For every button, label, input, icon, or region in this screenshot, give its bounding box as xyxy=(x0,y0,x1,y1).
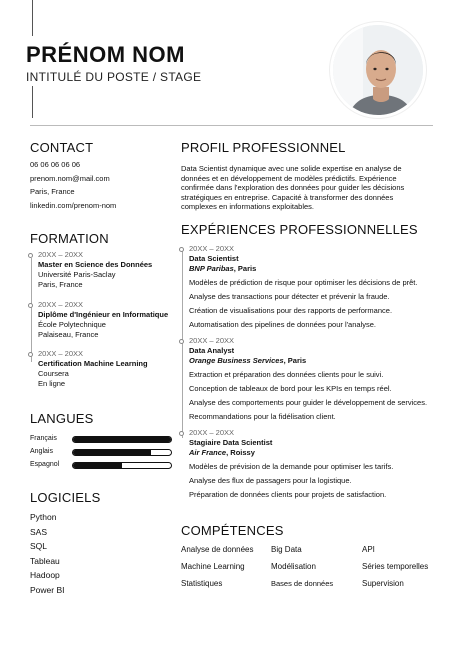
experience-title: Data Analyst xyxy=(189,346,235,355)
language-level-bar xyxy=(72,449,172,456)
skills-row xyxy=(181,545,441,562)
candidate-name: PRÉNOM NOM xyxy=(26,42,185,67)
experience-heading: EXPÉRIENCES PROFESSIONNELLES xyxy=(181,222,418,237)
formation-title: Diplôme d'Ingénieur en Informatique xyxy=(38,310,169,319)
experience-bullet: Modèles de prédiction de risque pour optimiser les décisions de prêt. xyxy=(189,278,418,287)
job-title: INTITULÉ DU POSTE / STAGE xyxy=(26,70,202,84)
experience-bullet: Préparation de données clients pour projets de satisfaction. xyxy=(189,490,387,499)
profile-summary: Data Scientist dynamique avec une solide expertise en analyse de données et en développement de modèles prédictifs. Expérience confirmée dans l'exploration des données pour guider les décisions stratégiques en entreprise. Capacité à transformer des données complexes en informations exploitables. xyxy=(181,164,405,211)
timeline-dot-icon xyxy=(28,303,33,308)
skill-item: Modélisation xyxy=(271,562,316,571)
formation-school: Université Paris-Saclay xyxy=(38,270,116,279)
formation-date: 20XX – 20XX xyxy=(38,250,84,259)
experience-date: 20XX – 20XX xyxy=(189,336,235,345)
contact-list xyxy=(30,160,170,214)
experience-list xyxy=(181,244,441,508)
formation-date: 20XX – 20XX xyxy=(38,349,84,358)
formation-date: 20XX – 20XX xyxy=(38,300,84,309)
languages-heading: LANGUES xyxy=(30,411,94,426)
company-city: , Roissy xyxy=(226,448,255,457)
formation-title: Certification Machine Learning xyxy=(38,359,148,368)
experience-item xyxy=(181,428,441,508)
contact-phone: 06 06 06 06 06 xyxy=(30,160,81,169)
software-item: Power BI xyxy=(30,584,65,595)
language-row xyxy=(30,436,145,444)
skill-item: API xyxy=(362,545,375,554)
skills-row xyxy=(181,562,441,579)
profile-photo xyxy=(330,22,426,118)
header-separator xyxy=(30,125,433,126)
software-item: SQL xyxy=(30,541,48,551)
formation-list xyxy=(30,250,175,391)
skill-item: Analyse de données xyxy=(181,545,254,554)
experience-title: Data Scientist xyxy=(189,254,239,263)
company-city: , Paris xyxy=(233,264,257,273)
decorative-line-top xyxy=(32,0,33,36)
experience-item xyxy=(181,244,441,336)
experience-bullet: Analyse des transactions pour détecter et prévenir la fraude. xyxy=(189,292,390,301)
contact-location: Paris, France xyxy=(30,187,75,196)
language-name: Français xyxy=(30,435,57,442)
timeline-dot-icon xyxy=(28,253,33,258)
language-level-bar xyxy=(72,436,172,443)
skill-item: Statistiques xyxy=(181,579,223,588)
software-list xyxy=(30,512,65,599)
experience-date: 20XX – 20XX xyxy=(189,428,235,437)
skills-heading: COMPÉTENCES xyxy=(181,523,284,538)
experience-bullet: Extraction et préparation des données clients pour le suivi. xyxy=(189,370,384,379)
company-name: Orange Business Services xyxy=(189,356,284,365)
experience-bullet: Automatisation des pipelines de données pour l'analyse. xyxy=(189,320,376,329)
formation-item xyxy=(30,349,175,391)
company-name: BNP Paribas xyxy=(189,264,234,273)
experience-bullet: Création de visualisations pour des rapports de performance. xyxy=(189,306,393,315)
skills-row xyxy=(181,579,441,596)
experience-title: Stagiaire Data Scientist xyxy=(189,438,273,447)
experience-bullet: Modèles de prévision de la demande pour optimiser les tarifs. xyxy=(189,462,394,471)
skill-item: Supervision xyxy=(362,579,404,588)
timeline-dot-icon xyxy=(179,431,184,436)
software-heading: LOGICIELS xyxy=(30,490,101,505)
formation-place: Palaiseau, France xyxy=(38,330,99,339)
language-level-fill xyxy=(73,463,122,468)
company-city: , Paris xyxy=(283,356,307,365)
formation-item xyxy=(30,250,175,300)
contact-heading: CONTACT xyxy=(30,140,94,155)
software-item: Python xyxy=(30,512,57,522)
formation-school: Coursera xyxy=(38,369,69,378)
language-name: Anglais xyxy=(30,448,53,455)
language-row xyxy=(30,462,145,470)
decorative-line-bottom xyxy=(32,86,33,118)
person-portrait-icon xyxy=(333,25,426,118)
formation-item xyxy=(30,300,175,349)
language-row xyxy=(30,449,145,457)
contact-email: prenom.nom@mail.com xyxy=(30,173,110,183)
experience-bullet: Analyse des comportements pour guider le développement de services. xyxy=(189,398,428,407)
experience-company xyxy=(189,264,441,278)
language-level-bar xyxy=(72,462,172,469)
skills-grid xyxy=(181,545,441,596)
timeline-dot-icon xyxy=(28,352,33,357)
language-level-fill xyxy=(73,450,151,455)
skill-item: Séries temporelles xyxy=(362,562,429,571)
experience-company xyxy=(189,356,441,370)
experience-bullet: Conception de tableaux de bord pour les KPIs en temps réel. xyxy=(189,384,392,393)
formation-school: École Polytechnique xyxy=(38,320,106,329)
software-item: Tableau xyxy=(30,555,60,566)
software-item: SAS xyxy=(30,526,48,537)
experience-bullet: Recommandations pour la fidélisation client. xyxy=(189,412,336,421)
experience-bullet: Analyse des flux de passagers pour la logistique. xyxy=(189,476,352,485)
profile-heading: PROFIL PROFESSIONNEL xyxy=(181,140,346,155)
language-level-fill xyxy=(73,437,171,442)
company-name: Air France xyxy=(189,448,227,457)
timeline-dot-icon xyxy=(179,247,184,252)
timeline-dot-icon xyxy=(179,339,184,344)
skill-item: Bases de données xyxy=(271,579,334,588)
software-item: Hadoop xyxy=(30,570,60,580)
experience-company xyxy=(189,448,441,462)
experience-date: 20XX – 20XX xyxy=(189,244,235,253)
skill-item: Big Data xyxy=(271,545,302,554)
formation-place: En ligne xyxy=(38,379,66,388)
language-name: Espagnol xyxy=(30,461,60,468)
contact-linkedin: linkedin.com/prenom-nom xyxy=(30,200,117,210)
formation-place: Paris, France xyxy=(38,280,83,289)
formation-title: Master en Science des Données xyxy=(38,260,153,269)
experience-item xyxy=(181,336,441,428)
formation-heading: FORMATION xyxy=(30,231,109,246)
skill-item: Machine Learning xyxy=(181,562,245,571)
